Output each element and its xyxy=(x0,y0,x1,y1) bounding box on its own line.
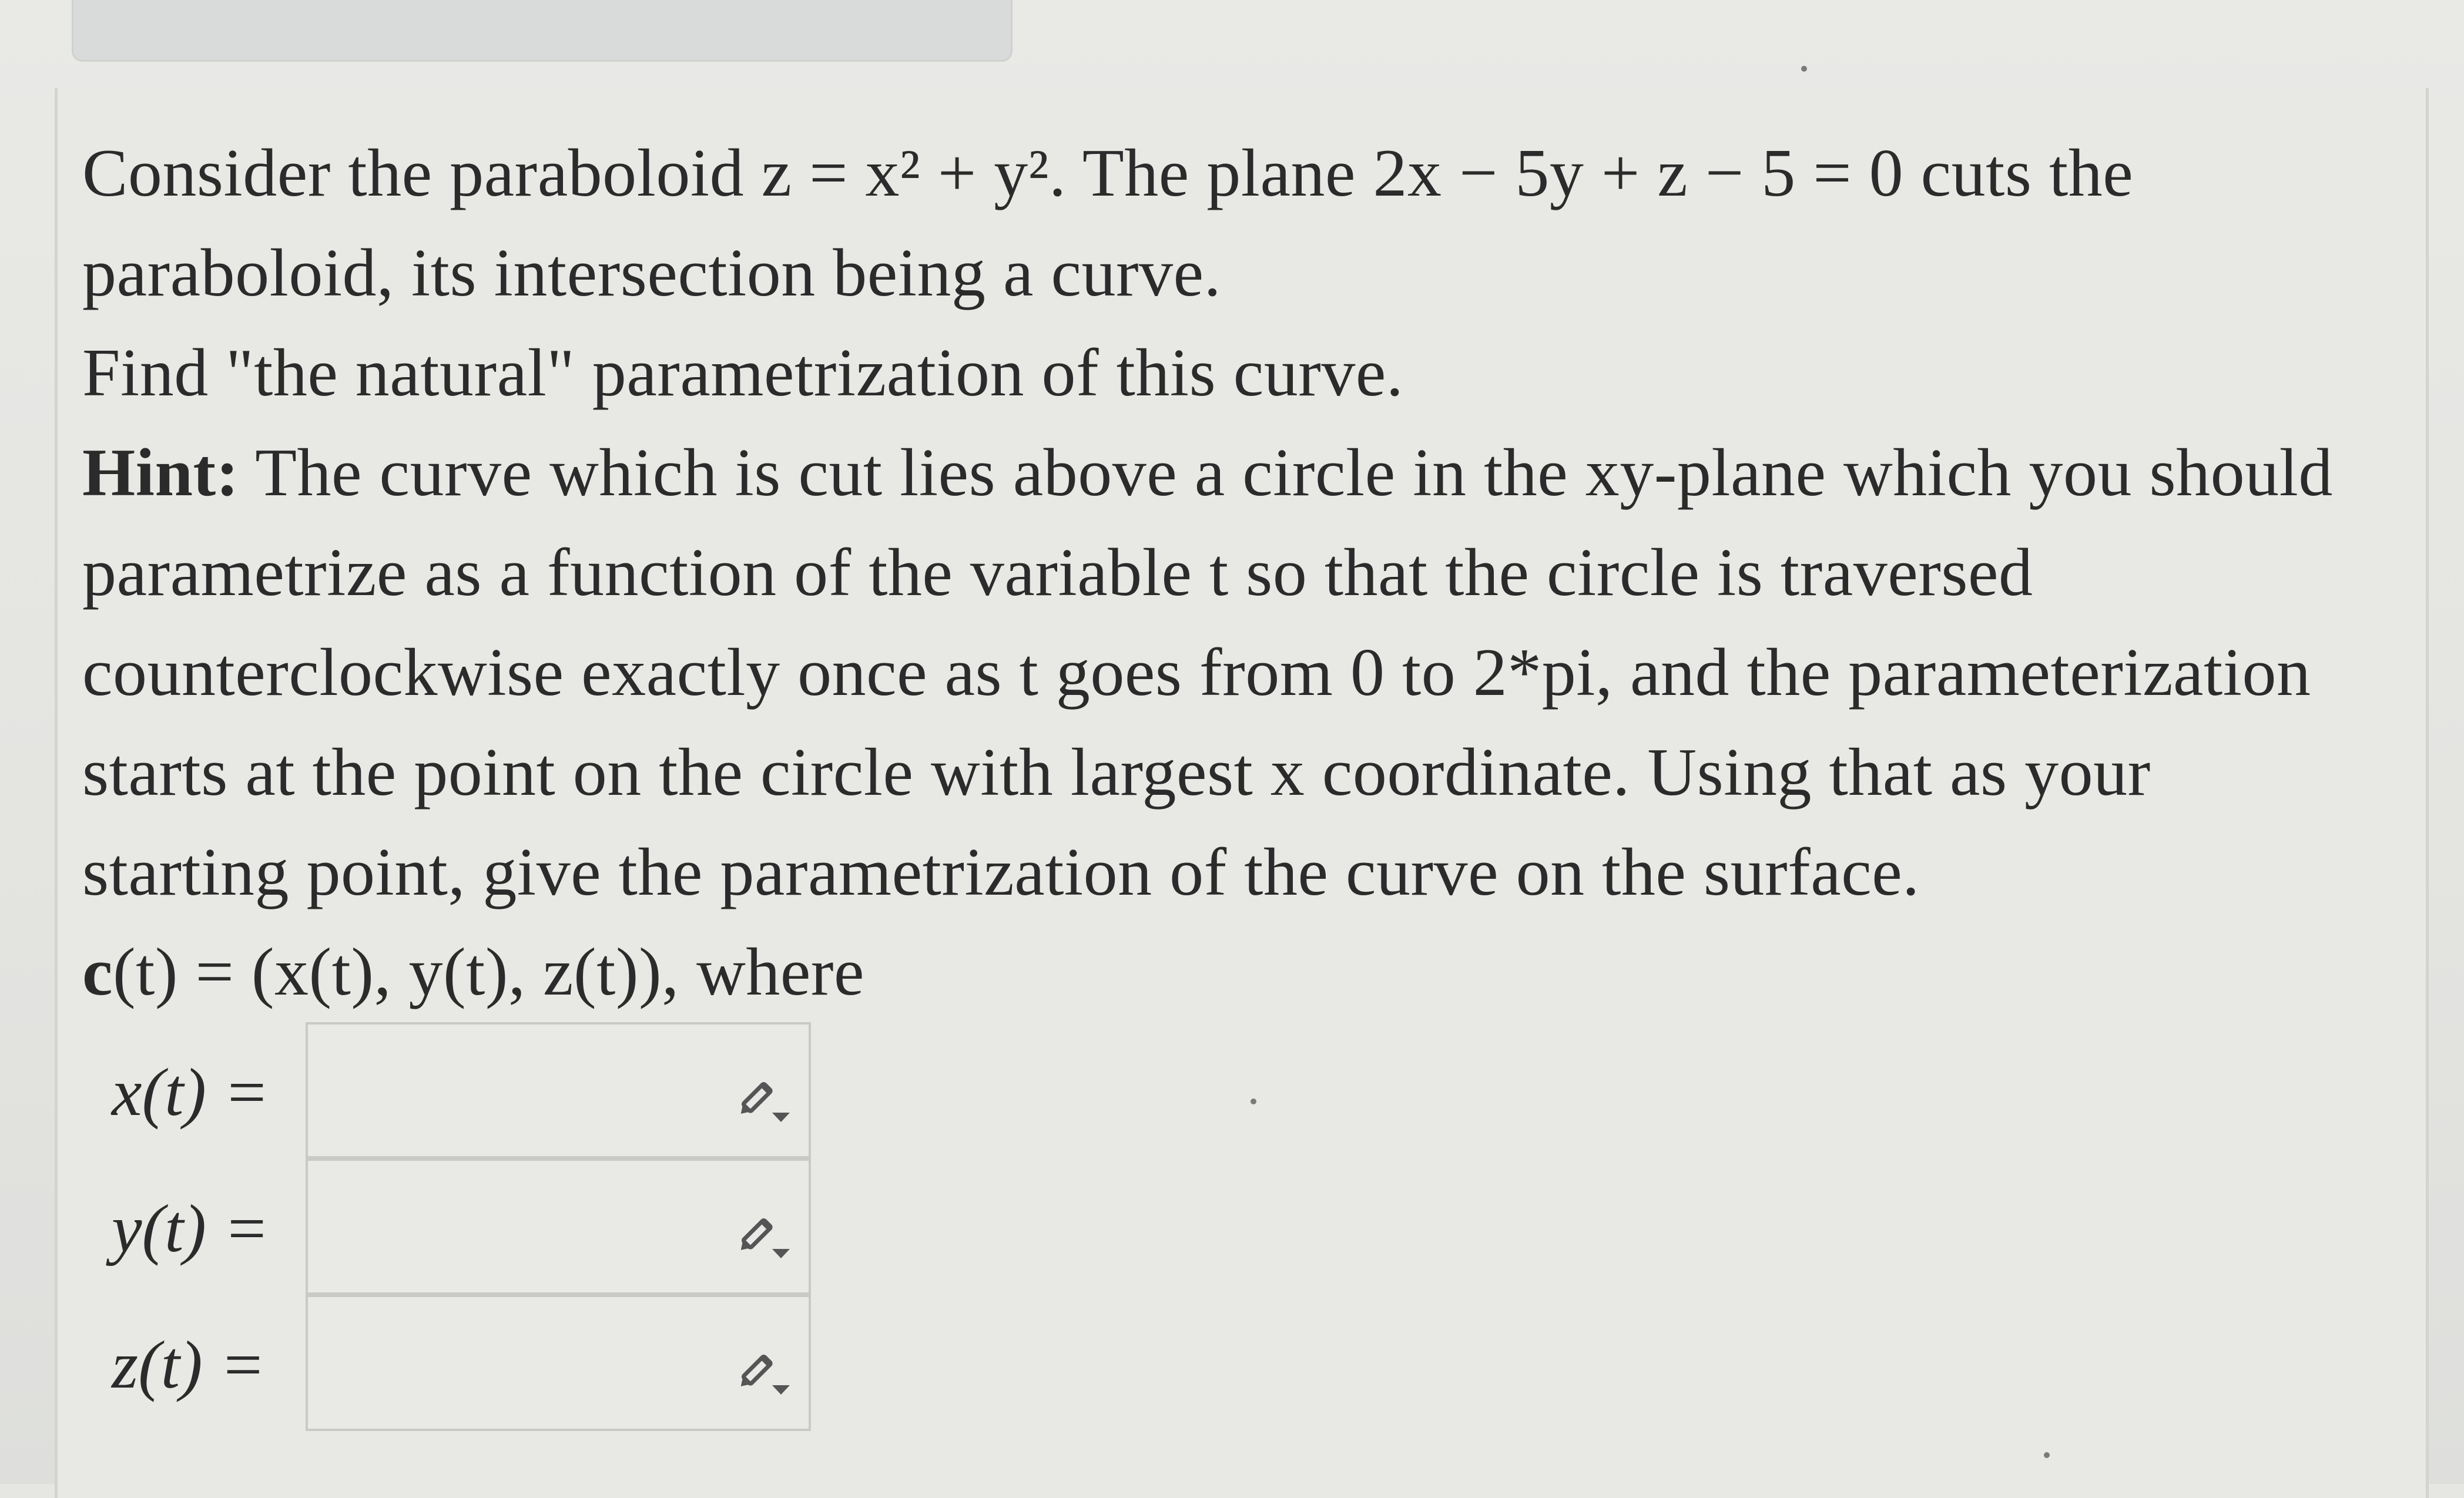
answer-label-z: z(t) = xyxy=(112,1328,266,1403)
screen-speck xyxy=(1251,1099,1256,1104)
question-text xyxy=(82,123,2374,1022)
answer-input-x[interactable] xyxy=(314,1030,704,1149)
hint-line-3: counterclockwise exactly once as t goes from 0 to 2*pi, and the parameterization xyxy=(82,635,2311,710)
hint-line-1 xyxy=(82,423,2374,523)
answer-label-x: x(t) = xyxy=(112,1055,270,1130)
pencil-dropdown-icon[interactable] xyxy=(731,1202,796,1267)
answer-input-y[interactable] xyxy=(314,1167,704,1285)
hint-line-5: starting point, give the parametrization of the curve on the surface. xyxy=(82,835,1920,910)
answer-row-y xyxy=(112,1158,876,1295)
answer-box-z[interactable] xyxy=(306,1295,811,1431)
hint-line-4: starts at the point on the circle with largest x coordinate. Using that as your xyxy=(82,735,2151,810)
question-line-2: paraboloid, its intersection being a curve. xyxy=(82,236,1222,311)
question-line-3: Find "the natural" parametrization of this curve. xyxy=(82,335,1404,411)
answer-label-y: y(t) = xyxy=(112,1191,270,1267)
question-line-1: Consider the paraboloid z = x² + y². The plane 2x − 5y + z − 5 = 0 cuts the xyxy=(82,136,2134,211)
pencil-dropdown-icon[interactable] xyxy=(731,1066,796,1130)
screen-speck xyxy=(2044,1452,2050,1458)
hint-text-1: The curve which is cut lies above a circle in the xy-plane which you should xyxy=(239,435,2333,510)
answer-row-z xyxy=(112,1295,876,1431)
screen-speck xyxy=(1801,66,1807,72)
answer-input-z[interactable] xyxy=(314,1303,704,1422)
curve-symbol: c xyxy=(82,935,113,1010)
answer-box-x[interactable] xyxy=(306,1022,811,1158)
answer-row-x xyxy=(112,1022,876,1158)
curve-definition xyxy=(82,922,2374,1022)
hint-line-2: parametrize as a function of the variable t so that the circle is traversed xyxy=(82,535,2033,610)
curve-definition-text: (t) = (x(t), y(t), z(t)), where xyxy=(113,935,864,1010)
pencil-dropdown-icon[interactable] xyxy=(731,1338,796,1403)
answer-box-y[interactable] xyxy=(306,1158,811,1295)
answer-section xyxy=(112,1022,876,1431)
top-tab-bar xyxy=(72,0,1013,62)
hint-label: Hint: xyxy=(82,435,239,510)
